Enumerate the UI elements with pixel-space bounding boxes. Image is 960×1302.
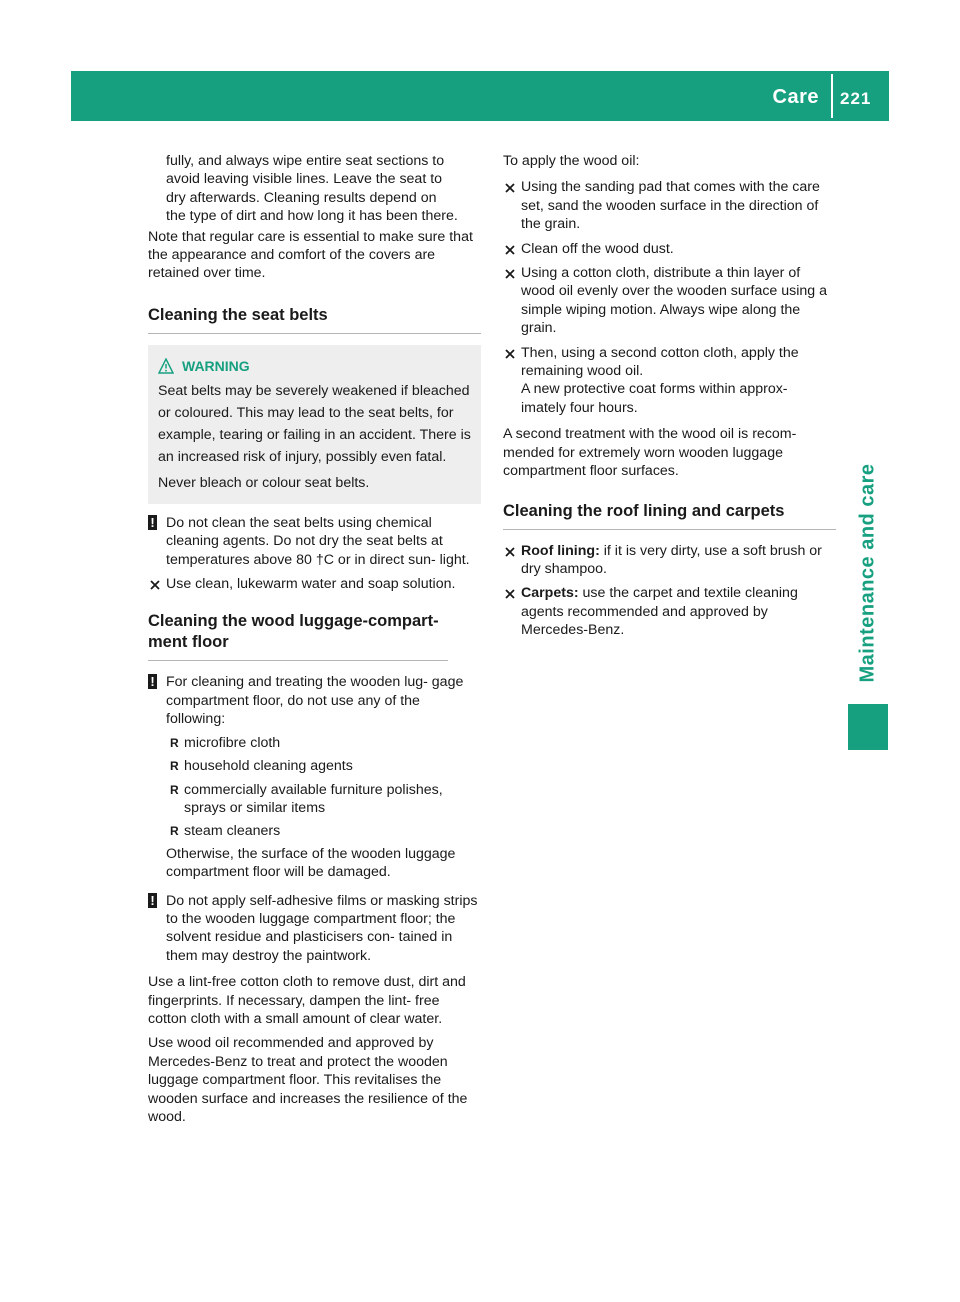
step-text: Use clean, lukewarm water and soap solution.	[166, 576, 456, 593]
caution-icon: !	[148, 674, 157, 689]
text-line: fully, and always wipe entire seat sections to	[166, 153, 445, 169]
instruction-step	[503, 584, 836, 639]
caution-icon: !	[148, 893, 157, 908]
chapter-tab	[848, 440, 888, 705]
step-arrow-icon	[505, 547, 515, 557]
left-column	[148, 152, 481, 1126]
step-label: Roof lining:	[521, 542, 600, 559]
warning-instruction: Never bleach or colour seat belts.	[158, 474, 370, 491]
step-text: if it is very dirty, use a soft brush or dry shampoo.	[521, 542, 822, 577]
heading-roof-carpets: Cleaning the roof lining and carpets	[503, 501, 836, 530]
warning-box	[148, 345, 481, 504]
caution-outro: Otherwise, the surface of the wooden luggage compartment floor will be damaged.	[166, 845, 456, 881]
header-bar	[71, 71, 889, 121]
caution-text: Do not apply self-adhesive films or masking strips to the wooden luggage compartment floor; the solvent residue and plasticisers con- tained in them may destroy the paintwork.	[166, 892, 478, 964]
step-arrow-icon	[505, 245, 515, 255]
header-separator	[831, 74, 833, 118]
apply-intro: To apply the wood oil:	[503, 153, 640, 169]
warning-title	[158, 355, 473, 377]
step-text: Clean off the wood dust.	[521, 240, 674, 257]
list-item: R microfibre cloth	[170, 734, 281, 751]
instruction-step	[503, 178, 836, 233]
right-column	[503, 152, 836, 640]
second-treatment-paragraph: A second treatment with the wood oil is recom- mended for extremely worn wooden luggage compartment floor surfaces.	[503, 426, 797, 480]
instruction-step	[503, 542, 836, 579]
instruction-step	[503, 240, 836, 258]
caution-note	[148, 514, 481, 569]
warning-label: WARNING	[182, 357, 250, 374]
list-item-text: steam cleaners	[184, 823, 281, 840]
heading-seat-belts: Cleaning the seat belts	[148, 305, 481, 334]
page-number: 221	[840, 89, 872, 108]
step-text: Then, using a second cotton cloth, apply the remaining wood oil.	[521, 344, 799, 380]
instruction-step	[503, 344, 836, 381]
step-arrow-icon	[150, 580, 160, 590]
caution-note	[148, 892, 481, 966]
list-item: R steam cleaners	[170, 823, 281, 840]
wood-oil-paragraph: Use wood oil recommended and approved by Mercedes-Benz to treat and protect the wooden luggage compartment floor. This revitalises the wooden surface and increases the resilience of the wood.	[148, 1035, 468, 1125]
step-arrow-icon	[505, 269, 515, 279]
step-arrow-icon	[505, 589, 515, 599]
chapter-tab-marker	[848, 704, 888, 750]
text-line: the type of dirt and how long it has been there.	[166, 208, 458, 225]
list-item-text: commercially available furniture polishes, sprays or similar items	[184, 781, 443, 816]
step-result: A new protective coat forms within approx- imately four hours.	[521, 381, 788, 416]
continued-text	[148, 152, 481, 226]
chapter-tab-label: Maintenance and care	[856, 463, 879, 682]
list-item: R household cleaning agents	[170, 758, 353, 775]
caution-text: Do not clean the seat belts using chemical cleaning agents. Do not dry the seat belts at temperatures above 80 †C or in direct sun- light.	[166, 514, 470, 568]
text-line: dry afterwards. Cleaning results depend on	[166, 189, 437, 206]
step-text: use the carpet and textile cleaning agents recommended and approved by Mercedes-Benz.	[521, 585, 798, 639]
heading-wood-floor: Cleaning the wood luggage-compart- ment floor	[148, 611, 448, 661]
instruction-step	[503, 264, 836, 338]
caution-text: For cleaning and treating the wooden lug- gage compartment floor, do not use any of the following:	[166, 674, 464, 728]
step-text: Using a cotton cloth, distribute a thin layer of wood oil evenly over the wooden surface using a simple wiping motion. Always wipe along the grain.	[521, 265, 828, 337]
lint-paragraph: Use a lint-free cotton cloth to remove dust, dirt and fingerprints. If necessary, dampen the lint- free cotton cloth with a small amount of clear water.	[148, 974, 466, 1027]
step-label: Carpets:	[521, 585, 579, 602]
care-note-paragraph: Note that regular care is essential to make sure that the appearance and comfort of the covers are retained over time.	[148, 228, 473, 282]
step-text: Using the sanding pad that comes with the care set, sand the wooden surface in the direction of the grain.	[521, 179, 820, 233]
list-item: R commercially available furniture polishes, sprays or similar items	[170, 781, 443, 816]
list-item-text: microfibre cloth	[184, 734, 281, 751]
caution-note	[148, 673, 481, 728]
step-arrow-icon	[505, 183, 515, 193]
caution-icon: !	[148, 515, 157, 530]
warning-text: Seat belts may be severely weakened if bleached or coloured. This may lead to the seat belts, for example, tearing or failing in an accident. There is an increased risk of injury, possibly even fatal.	[158, 382, 471, 465]
section-title: Care	[772, 86, 819, 108]
step-arrow-icon	[505, 349, 515, 359]
text-line: avoid leaving visible lines. Leave the seat to	[166, 171, 443, 188]
warning-triangle-icon	[158, 358, 174, 374]
list-item-text: household cleaning agents	[184, 758, 353, 775]
instruction-step	[148, 575, 481, 593]
